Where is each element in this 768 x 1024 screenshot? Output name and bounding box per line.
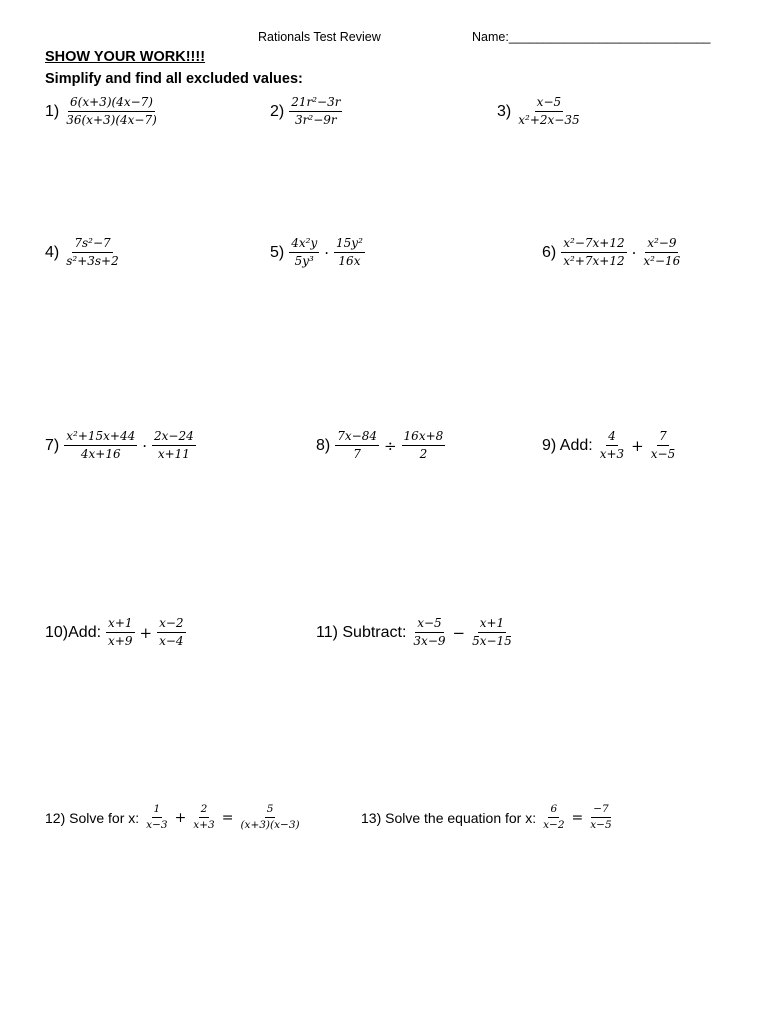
problem-1 [45,95,161,128]
problem-number: 4) [45,243,60,261]
numerator: 6 [548,803,559,818]
numerator: 2 [199,803,210,818]
fraction [144,803,169,832]
fraction [411,616,447,649]
document-title: Rationals Test Review [258,30,381,44]
problem-3 [497,95,584,128]
numerator: 7x−84 [335,429,379,446]
denominator: x−4 [159,634,184,648]
problem-6 [542,236,684,269]
numerator: 4x²y [289,236,319,253]
fraction [334,236,365,269]
fraction [402,429,446,462]
problem-8 [316,429,447,462]
problem-number: 12) Solve for x: [45,809,140,826]
fraction [598,429,626,462]
operator: · [324,243,330,262]
problem-7 [45,429,198,462]
problem-number: 11) Subtract: [316,623,407,641]
numerator: x−5 [535,95,563,112]
problem-number: 3) [497,102,512,120]
problem-13 [361,803,616,832]
denominator: x−5 [590,819,612,832]
fraction [516,95,581,128]
denominator: x+11 [157,447,190,461]
problem-number: 5) [270,243,285,261]
problem-number: 10)Add: [45,623,102,641]
numerator: 6(x+3)(4x−7) [68,95,155,112]
numerator: 2x−24 [152,429,196,446]
fraction [649,429,677,462]
fraction [238,803,301,832]
fraction [335,429,379,462]
fraction [191,803,216,832]
show-work-heading: SHOW YOUR WORK!!!! [45,49,206,65]
denominator: x−5 [650,447,676,461]
numerator: 4 [606,429,618,446]
numerator: 5 [265,803,276,818]
denominator: 16x [338,254,361,268]
denominator: 4x+16 [80,447,121,461]
numerator: 7 [657,429,669,446]
denominator: x+3 [193,819,215,832]
problem-10 [45,616,188,649]
name-field-label: Name:_____________________________ [472,30,711,44]
fraction [64,236,121,269]
numerator: x+1 [106,616,134,633]
operator: + [631,436,644,455]
operator: = [221,809,234,826]
operator: = [571,809,584,826]
denominator: 3x−9 [413,634,446,648]
numerator: x²+15x+44 [64,429,137,446]
denominator: x²+7x+12 [563,254,625,268]
problem-number: 1) [45,102,60,120]
denominator: 5x−15 [472,634,512,648]
problem-number: 6) [542,243,557,261]
numerator: −7 [591,803,610,818]
operator: ÷ [383,436,397,455]
denominator: 2 [419,447,428,461]
fraction [157,616,185,649]
problem-number: 7) [45,436,60,454]
denominator: x+3 [599,447,625,461]
numerator: x−5 [415,616,443,633]
operator: + [174,809,187,826]
numerator: 21r²−3r [289,95,342,112]
problem-number: 8) [316,436,331,454]
denominator: x²+2x−35 [518,113,580,127]
numerator: x²−9 [645,236,678,253]
instructions-heading: Simplify and find all excluded values: [45,71,303,87]
denominator: 5y³ [294,254,314,268]
problem-number: 13) Solve the equation for x: [361,809,537,826]
operator: · [631,243,637,262]
numerator: 7s²−7 [72,236,112,253]
numerator: x²−7x+12 [561,236,626,253]
numerator: 1 [152,803,163,818]
denominator: 3r²−9r [295,113,337,127]
fraction [289,95,342,128]
fraction [641,236,682,269]
denominator: s²+3s+2 [66,254,119,268]
problem-9 [542,429,679,462]
denominator: x+9 [108,634,133,648]
fraction [541,803,566,832]
denominator: x−2 [543,819,565,832]
problem-number: 9) Add: [542,436,593,454]
fraction [64,95,159,128]
problem-4 [45,236,123,269]
denominator: x²−16 [643,254,681,268]
problem-12 [45,803,304,832]
denominator: 7 [353,447,361,461]
fraction [106,616,134,649]
problem-number: 2) [270,102,285,120]
problem-2 [270,95,344,128]
problem-11 [316,616,516,649]
denominator: 36(x+3)(4x−7) [66,113,157,127]
operator: + [139,623,153,642]
denominator: (x+3)(x−3) [240,819,300,832]
problem-5 [270,236,367,269]
operator: − [452,623,466,642]
fraction [152,429,196,462]
numerator: 16x+8 [402,429,446,446]
fraction [64,429,137,462]
numerator: 15y² [334,236,365,253]
fraction [561,236,626,269]
denominator: x−3 [146,819,168,832]
fraction [470,616,514,649]
numerator: x−2 [157,616,185,633]
numerator: x+1 [478,616,506,633]
operator: · [142,436,148,455]
fraction [289,236,319,269]
fraction [588,803,613,832]
